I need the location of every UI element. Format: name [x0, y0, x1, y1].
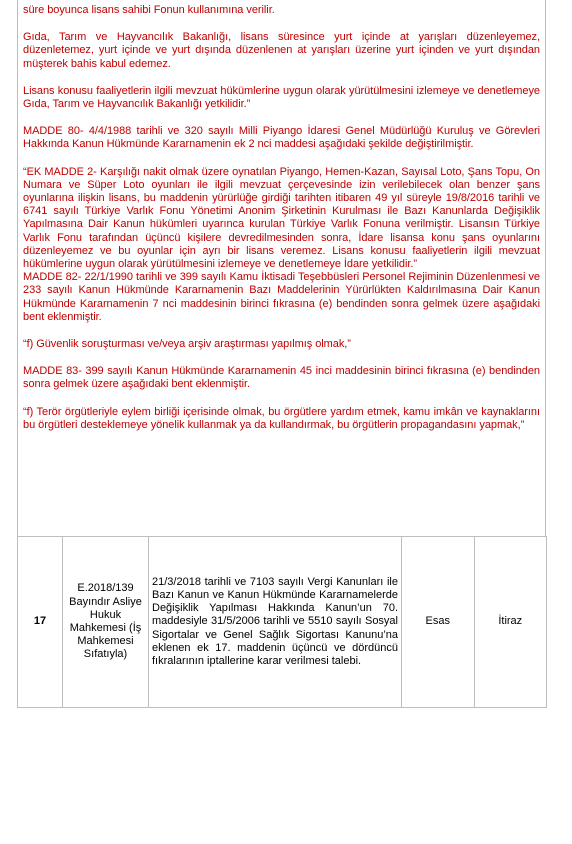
paragraph-article-80: MADDE 80- 4/4/1988 tarihli ve 320 sayılı Milli Piyango İdaresi Genel Müdürlüğü Kuruluş ve Görevleri Hakkında Kanun Hükmünde Kararnamenin ek 2 nci maddesi aşağıdaki şekilde değiştirilmiştir.	[23, 125, 540, 151]
law-text-section	[17, 0, 546, 536]
paragraph-security-clause: “f) Güvenlik soruşturması ve/veya arşiv araştırması yapılmış olmak,”	[23, 338, 351, 351]
case-subject: 21/3/2018 tarihli ve 7103 sayılı Vergi Kanunları ile Bazı Kanun ve Kanun Hükmünde Kararnamelerde Değişiklik Yapılması Hakkında Kanun’un 70. maddesiyle 31/5/2006 tarihli ve 5510 sayılı Sosyal Sigortalar ve Genel Sağlık Sigortası Kanunu’na eklenen ek 17. maddenin üçüncü ve dördüncü fıkralarının iptallerine karar verilmesi talebi.	[149, 537, 402, 708]
paragraph-fund-usage: süre boyunca lisans sahibi Fonun kullanımına verilir.	[23, 4, 275, 16]
paragraph-article-82: MADDE 82- 22/1/1990 tarihli ve 399 sayılı Kamu İktisadi Teşebbüsleri Personel Rejiminin Düzenlenmesi ve 233 sayılı Kanun Hükmünde Kararnamenin Bazı Maddelerinin Yürürlükten Kaldırılmasına Dair Kanun Hükmünde Kararnamenin 7 nci maddesinin birinci fıkrasına (e) bendinden sonra gelmek üzere aşağıdaki bent eklenmiştir.	[23, 271, 540, 323]
court-name: E.2018/139 Bayındır Asliye Hukuk Mahkemesi (İş Mahkemesi Sıfatıyla)	[63, 537, 149, 708]
case-result: İtiraz	[474, 537, 547, 708]
document-page	[17, 0, 547, 708]
paragraph-terror-clause: “f) Terör örgütleriyle eylem birliği içerisinde olmak, bu örgütlere yardım etmek, kamu imkân ve kaynaklarını bu örgütleri desteklemeye yönelik kullanmak ya da kullandırmak, bu örgütlerin propagandasını yapmak,”	[23, 405, 540, 431]
case-number: 17	[18, 537, 63, 708]
paragraph-ministry-oversight: Lisans konusu faaliyetlerin ilgili mevzuat hükümlerine uygun olarak yürütülmesini izlemeye ve denetlemeye Gıda, Tarım ve Hayvancılık Bakanlığı yetkilidir.”	[23, 84, 540, 111]
paragraph-additional-article-2: “EK MADDE 2- Karşılığı nakit olmak üzere oynatılan Piyango, Hemen-Kazan, Sayısal Loto, Şans Topu, On Numara ve Süper Loto oyunları ile ilgili mevzuat çerçevesinde izin verilebilecek olan benzer şans oyunlarına ilişkin lisans, bu maddenin yürürlüğe girdiği tarihten itibaren 49 yıl süreyle 19/8/2016 tarihli ve 6741 sayılı Türkiye Varlık Fonu Yönetimi Anonim Şirketinin Kurulması ile Bazı Kanunlarda Değişiklik Yapılmasına Dair Kanun hükümleri uyarınca kurulan Türkiye Varlık Fonuna verilmiştir. Lisansın Türkiye Varlık Fonu tarafından üçüncü kişilere devredilmesinden sonra, İdare lisansa konu şans oyunlarını düzenleyemez ve bu oyunlar için ayrı bir lisans veremez. Lisans konusu faaliyetlerin ilgili mevzuat hükümlerine uygun olarak yürütülmesini izlemeye ve denetlemeye İdare yetkilidir.”	[23, 165, 540, 271]
case-type: Esas	[402, 537, 475, 708]
paragraph-article-83: MADDE 83- 399 sayılı Kanun Hükmünde Kararnamenin 45 inci maddesinin birinci fıkrasına (e) bendinden sonra gelmek üzere aşağıdaki bent eklenmiştir.	[23, 365, 540, 391]
table-row	[18, 537, 547, 708]
paragraph-ministry-restriction: Gıda, Tarım ve Hayvancılık Bakanlığı, lisans süresince yurt içinde at yarışları düzenleyemez, düzenletemez, yurt içinde ve yurt dışında düzenlenen at yarışları üzerine yurt içinden ve yurt dışından müşterek bahis kabul edemez.	[23, 31, 540, 70]
case-table	[17, 536, 547, 708]
